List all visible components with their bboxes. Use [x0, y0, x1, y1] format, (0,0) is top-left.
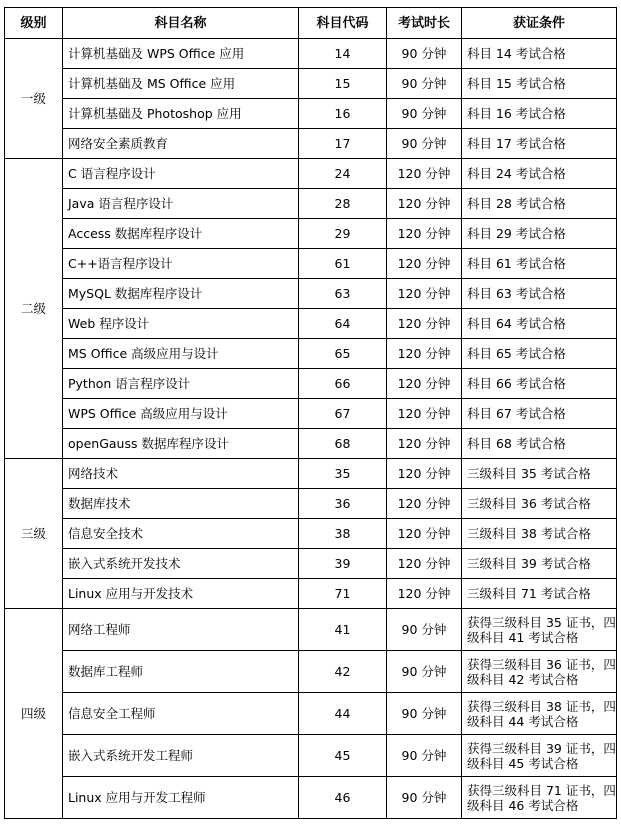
header-row — [5, 8, 617, 39]
condition-cell: 科目 67 考试合格 — [462, 399, 617, 429]
subject-name-cell: Linux 应用与开发技术 — [63, 579, 299, 609]
duration-cell: 120 分钟 — [387, 189, 462, 219]
condition-cell: 三级科目 71 考试合格 — [462, 579, 617, 609]
duration-cell: 120 分钟 — [387, 429, 462, 459]
subject-code-cell: 17 — [299, 129, 387, 159]
duration-cell: 120 分钟 — [387, 459, 462, 489]
condition-cell: 科目 64 考试合格 — [462, 309, 617, 339]
duration-cell: 120 分钟 — [387, 279, 462, 309]
duration-cell: 120 分钟 — [387, 339, 462, 369]
subject-code-cell: 61 — [299, 249, 387, 279]
duration-cell: 90 分钟 — [387, 69, 462, 99]
subject-name-cell: 计算机基础及 Photoshop 应用 — [63, 99, 299, 129]
header-subject-name: 科目名称 — [63, 8, 299, 39]
duration-cell: 90 分钟 — [387, 651, 462, 693]
duration-cell: 90 分钟 — [387, 777, 462, 819]
subject-code-cell: 38 — [299, 519, 387, 549]
table-row — [5, 693, 617, 735]
subject-code-cell: 65 — [299, 339, 387, 369]
condition-cell: 科目 28 考试合格 — [462, 189, 617, 219]
subject-name-cell: MySQL 数据库程序设计 — [63, 279, 299, 309]
header-subject-code: 科目代码 — [299, 8, 387, 39]
condition-cell: 三级科目 39 考试合格 — [462, 549, 617, 579]
subject-code-cell: 35 — [299, 459, 387, 489]
condition-cell: 三级科目 38 考试合格 — [462, 519, 617, 549]
subject-code-cell: 64 — [299, 309, 387, 339]
subject-code-cell: 71 — [299, 579, 387, 609]
duration-cell: 120 分钟 — [387, 309, 462, 339]
duration-cell: 120 分钟 — [387, 519, 462, 549]
subject-code-cell: 24 — [299, 159, 387, 189]
subject-code-cell: 44 — [299, 693, 387, 735]
table-row — [5, 519, 617, 549]
condition-cell: 科目 68 考试合格 — [462, 429, 617, 459]
subject-code-cell: 42 — [299, 651, 387, 693]
subject-code-cell: 15 — [299, 69, 387, 99]
duration-cell: 120 分钟 — [387, 579, 462, 609]
condition-cell: 科目 29 考试合格 — [462, 219, 617, 249]
duration-cell: 120 分钟 — [387, 249, 462, 279]
table-row — [5, 429, 617, 459]
condition-cell: 科目 24 考试合格 — [462, 159, 617, 189]
table-row — [5, 489, 617, 519]
condition-cell: 科目 15 考试合格 — [462, 69, 617, 99]
table-row — [5, 609, 617, 651]
table-row — [5, 189, 617, 219]
condition-cell: 科目 65 考试合格 — [462, 339, 617, 369]
subject-name-cell: 计算机基础及 WPS Office 应用 — [63, 39, 299, 69]
subject-name-cell: openGauss 数据库程序设计 — [63, 429, 299, 459]
table-row — [5, 339, 617, 369]
subject-name-cell: 数据库工程师 — [63, 651, 299, 693]
table-row — [5, 129, 617, 159]
header-level: 级别 — [5, 8, 63, 39]
duration-cell: 120 分钟 — [387, 489, 462, 519]
table-row — [5, 279, 617, 309]
level-cell: 一级 — [5, 39, 63, 159]
subject-name-cell: Access 数据库程序设计 — [63, 219, 299, 249]
subject-name-cell: 数据库技术 — [63, 489, 299, 519]
duration-cell: 90 分钟 — [387, 609, 462, 651]
condition-cell: 科目 17 考试合格 — [462, 129, 617, 159]
subject-code-cell: 29 — [299, 219, 387, 249]
duration-cell: 120 分钟 — [387, 549, 462, 579]
subject-code-cell: 67 — [299, 399, 387, 429]
subject-name-cell: WPS Office 高级应用与设计 — [63, 399, 299, 429]
table-row — [5, 99, 617, 129]
subject-code-cell: 14 — [299, 39, 387, 69]
level-cell: 二级 — [5, 159, 63, 459]
subject-name-cell: 嵌入式系统开发工程师 — [63, 735, 299, 777]
table-row — [5, 369, 617, 399]
condition-cell: 获得三级科目 38 证书，四级科目 44 考试合格 — [462, 693, 617, 735]
table-row — [5, 777, 617, 819]
subject-code-cell: 16 — [299, 99, 387, 129]
table-row — [5, 735, 617, 777]
condition-cell: 科目 16 考试合格 — [462, 99, 617, 129]
duration-cell: 90 分钟 — [387, 129, 462, 159]
subject-name-cell: 网络安全素质教育 — [63, 129, 299, 159]
condition-cell: 获得三级科目 39 证书，四级科目 45 考试合格 — [462, 735, 617, 777]
subject-name-cell: 网络技术 — [63, 459, 299, 489]
table-row — [5, 219, 617, 249]
table-row — [5, 159, 617, 189]
header-duration: 考试时长 — [387, 8, 462, 39]
subject-code-cell: 28 — [299, 189, 387, 219]
subject-name-cell: 信息安全技术 — [63, 519, 299, 549]
header-condition: 获证条件 — [462, 8, 617, 39]
subject-code-cell: 66 — [299, 369, 387, 399]
subject-name-cell: Linux 应用与开发工程师 — [63, 777, 299, 819]
duration-cell: 90 分钟 — [387, 693, 462, 735]
condition-cell: 科目 14 考试合格 — [462, 39, 617, 69]
duration-cell: 120 分钟 — [387, 369, 462, 399]
table-row — [5, 651, 617, 693]
subject-name-cell: 计算机基础及 MS Office 应用 — [63, 69, 299, 99]
table-body — [5, 39, 617, 819]
table-row — [5, 69, 617, 99]
subject-code-cell: 41 — [299, 609, 387, 651]
subject-name-cell: Web 程序设计 — [63, 309, 299, 339]
subject-name-cell: C++语言程序设计 — [63, 249, 299, 279]
condition-cell: 获得三级科目 36 证书，四级科目 42 考试合格 — [462, 651, 617, 693]
duration-cell: 120 分钟 — [387, 219, 462, 249]
subject-code-cell: 45 — [299, 735, 387, 777]
exam-subjects-table — [4, 7, 617, 819]
table-row — [5, 399, 617, 429]
subject-code-cell: 68 — [299, 429, 387, 459]
subject-code-cell: 39 — [299, 549, 387, 579]
table-row — [5, 249, 617, 279]
condition-cell: 科目 63 考试合格 — [462, 279, 617, 309]
condition-cell: 获得三级科目 71 证书，四级科目 46 考试合格 — [462, 777, 617, 819]
level-cell: 三级 — [5, 459, 63, 609]
condition-cell: 科目 61 考试合格 — [462, 249, 617, 279]
condition-cell: 三级科目 35 考试合格 — [462, 459, 617, 489]
level-cell: 四级 — [5, 609, 63, 819]
duration-cell: 90 分钟 — [387, 99, 462, 129]
condition-cell: 获得三级科目 35 证书，四级科目 41 考试合格 — [462, 609, 617, 651]
subject-name-cell: Python 语言程序设计 — [63, 369, 299, 399]
condition-cell: 三级科目 36 考试合格 — [462, 489, 617, 519]
table-row — [5, 39, 617, 69]
subject-name-cell: 网络工程师 — [63, 609, 299, 651]
subject-name-cell: MS Office 高级应用与设计 — [63, 339, 299, 369]
table-row — [5, 579, 617, 609]
subject-code-cell: 36 — [299, 489, 387, 519]
subject-code-cell: 46 — [299, 777, 387, 819]
duration-cell: 120 分钟 — [387, 399, 462, 429]
duration-cell: 90 分钟 — [387, 735, 462, 777]
table-row — [5, 459, 617, 489]
duration-cell: 120 分钟 — [387, 159, 462, 189]
table-row — [5, 549, 617, 579]
subject-name-cell: C 语言程序设计 — [63, 159, 299, 189]
condition-cell: 科目 66 考试合格 — [462, 369, 617, 399]
subject-name-cell: Java 语言程序设计 — [63, 189, 299, 219]
subject-name-cell: 信息安全工程师 — [63, 693, 299, 735]
duration-cell: 90 分钟 — [387, 39, 462, 69]
subject-code-cell: 63 — [299, 279, 387, 309]
table-row — [5, 309, 617, 339]
subject-name-cell: 嵌入式系统开发技术 — [63, 549, 299, 579]
